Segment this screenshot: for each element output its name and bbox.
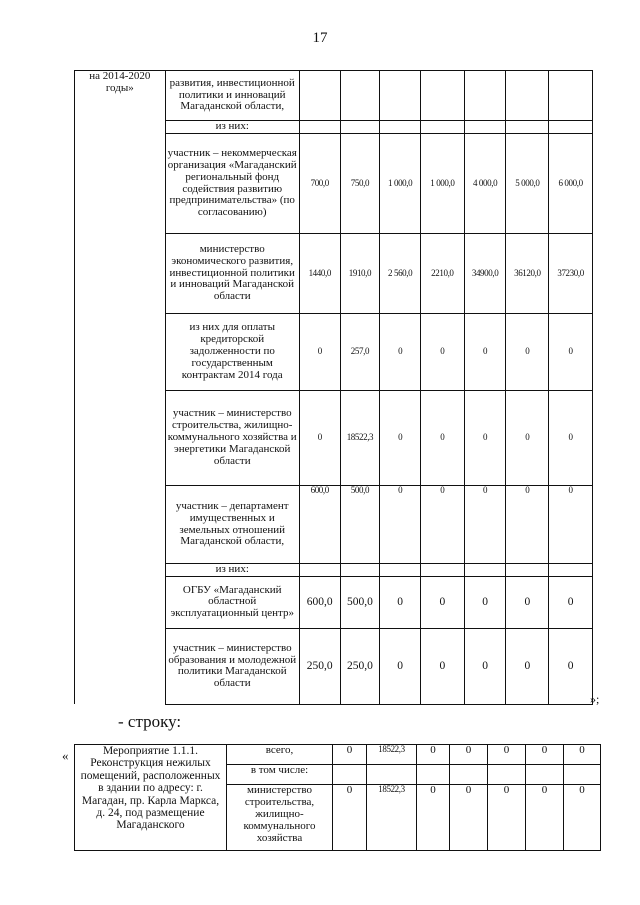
row-label: из них: (165, 564, 299, 577)
row-label: развития, инвестиционной политики и инноваций Магаданской области, (165, 71, 299, 121)
value-cell: 37230,0 (549, 234, 593, 314)
value-cell: 0 (506, 391, 549, 486)
value-cell: 250,0 (299, 628, 340, 704)
value-cell: 0 (380, 628, 421, 704)
value-cell: 0 (464, 391, 506, 486)
value-cell: 2 560,0 (380, 234, 421, 314)
opening-quote: « (62, 748, 69, 763)
budget-table (74, 70, 593, 705)
value-cell (526, 765, 564, 785)
row-label: из них для оплаты кредиторской задолженности по государственным контрактам 2014 года (165, 314, 299, 391)
value-cell: 18522,3 (367, 785, 417, 851)
value-cell: 0 (380, 576, 421, 628)
value-cell: 0 (420, 576, 464, 628)
value-cell: 500,0 (340, 576, 380, 628)
value-cell: 0 (420, 486, 464, 564)
value-cell: 0 (464, 314, 506, 391)
value-cell: 0 (464, 486, 506, 564)
value-cell: 1910,0 (340, 234, 380, 314)
value-cell: 600,0 (299, 576, 340, 628)
value-cell (506, 121, 549, 134)
value-cell (420, 564, 464, 577)
closing-mark: »; (590, 692, 600, 706)
value-cell (549, 564, 593, 577)
value-cell: 5 000,0 (506, 134, 549, 234)
value-cell: 1 000,0 (420, 134, 464, 234)
value-cell: 0 (549, 486, 593, 564)
value-cell: 34900,0 (464, 234, 506, 314)
value-cell (367, 765, 417, 785)
value-cell: 0 (506, 314, 549, 391)
value-cell: 1440,0 (299, 234, 340, 314)
page-number: 17 (312, 30, 328, 46)
row-label: участник – министерство образования и молодежной политики Магаданской области (165, 628, 299, 704)
value-cell (340, 71, 380, 121)
value-cell: 6 000,0 (549, 134, 593, 234)
row-label: участник – департамент имущественных и земельных отношений Магаданской области, (165, 486, 299, 564)
row-label: всего, (227, 745, 333, 765)
value-cell: 0 (506, 576, 549, 628)
row-label: министерство экономического развития, инвестиционной политики и инноваций Магаданской области (165, 234, 299, 314)
row-label: из них: (165, 121, 299, 134)
value-cell: 0 (450, 745, 488, 765)
value-cell: 0 (420, 628, 464, 704)
value-cell (299, 121, 340, 134)
value-cell: 0 (549, 391, 593, 486)
value-cell: 0 (333, 745, 367, 765)
value-cell: 18522,3 (340, 391, 380, 486)
value-cell: 0 (380, 391, 421, 486)
value-cell (464, 564, 506, 577)
value-cell (340, 121, 380, 134)
value-cell: 36120,0 (506, 234, 549, 314)
value-cell (450, 765, 488, 785)
value-cell (380, 71, 421, 121)
value-cell (380, 121, 421, 134)
value-cell: 0 (420, 314, 464, 391)
value-cell: 0 (526, 785, 564, 851)
value-cell (299, 71, 340, 121)
value-cell (333, 765, 367, 785)
value-cell: 0 (549, 314, 593, 391)
program-period-cell: на 2014-2020 годы» (75, 71, 166, 705)
value-cell (417, 765, 450, 785)
value-cell (506, 71, 549, 121)
value-cell: 600,0 (299, 486, 340, 564)
value-cell: 250,0 (340, 628, 380, 704)
value-cell (420, 71, 464, 121)
event-description: Мероприятие 1.1.1. Реконструкция нежилых помещений, расположенных в здании по адресу: г. Магадан, пр. Карла Маркса, д. 24, под размещение Магаданского (75, 745, 227, 851)
value-cell (564, 765, 601, 785)
value-cell: 257,0 (340, 314, 380, 391)
value-cell (464, 71, 506, 121)
value-cell: 0 (526, 745, 564, 765)
value-cell: 0 (450, 785, 488, 851)
value-cell: 0 (564, 745, 601, 765)
replace-line-label: - строку: (118, 712, 182, 731)
value-cell: 0 (299, 314, 340, 391)
value-cell: 2210,0 (420, 234, 464, 314)
row-label: ОГБУ «Магаданский областной эксплуатационный центр» (165, 576, 299, 628)
row-label: участник – министерство строительства, жилищно-коммунального хозяйства и энергетики Магаданской области (165, 391, 299, 486)
value-cell (299, 564, 340, 577)
value-cell: 0 (564, 785, 601, 851)
value-cell: 0 (417, 785, 450, 851)
value-cell (549, 71, 593, 121)
value-cell (488, 765, 526, 785)
value-cell (380, 564, 421, 577)
value-cell: 0 (506, 486, 549, 564)
row-label: в том числе: (227, 765, 333, 785)
value-cell: 0 (488, 745, 526, 765)
value-cell: 4 000,0 (464, 134, 506, 234)
row-label: министерство строительства, жилищно-коммунального хозяйства (227, 785, 333, 851)
value-cell: 0 (333, 785, 367, 851)
value-cell: 0 (417, 745, 450, 765)
value-cell (340, 564, 380, 577)
value-cell: 700,0 (299, 134, 340, 234)
value-cell: 0 (380, 486, 421, 564)
value-cell: 1 000,0 (380, 134, 421, 234)
value-cell: 0 (299, 391, 340, 486)
event-table (74, 744, 601, 851)
value-cell: 0 (420, 391, 464, 486)
value-cell: 0 (380, 314, 421, 391)
value-cell: 0 (488, 785, 526, 851)
value-cell: 750,0 (340, 134, 380, 234)
value-cell: 0 (506, 628, 549, 704)
value-cell: 0 (464, 628, 506, 704)
value-cell (506, 564, 549, 577)
value-cell (549, 121, 593, 134)
value-cell: 0 (464, 576, 506, 628)
value-cell: 0 (549, 628, 593, 704)
value-cell: 0 (549, 576, 593, 628)
row-label: участник – некоммерческая организация «Магаданский региональный фонд содействия развитию предпринимательства» (по согласованию) (165, 134, 299, 234)
value-cell: 18522,3 (367, 745, 417, 765)
value-cell (464, 121, 506, 134)
value-cell (420, 121, 464, 134)
value-cell: 500,0 (340, 486, 380, 564)
